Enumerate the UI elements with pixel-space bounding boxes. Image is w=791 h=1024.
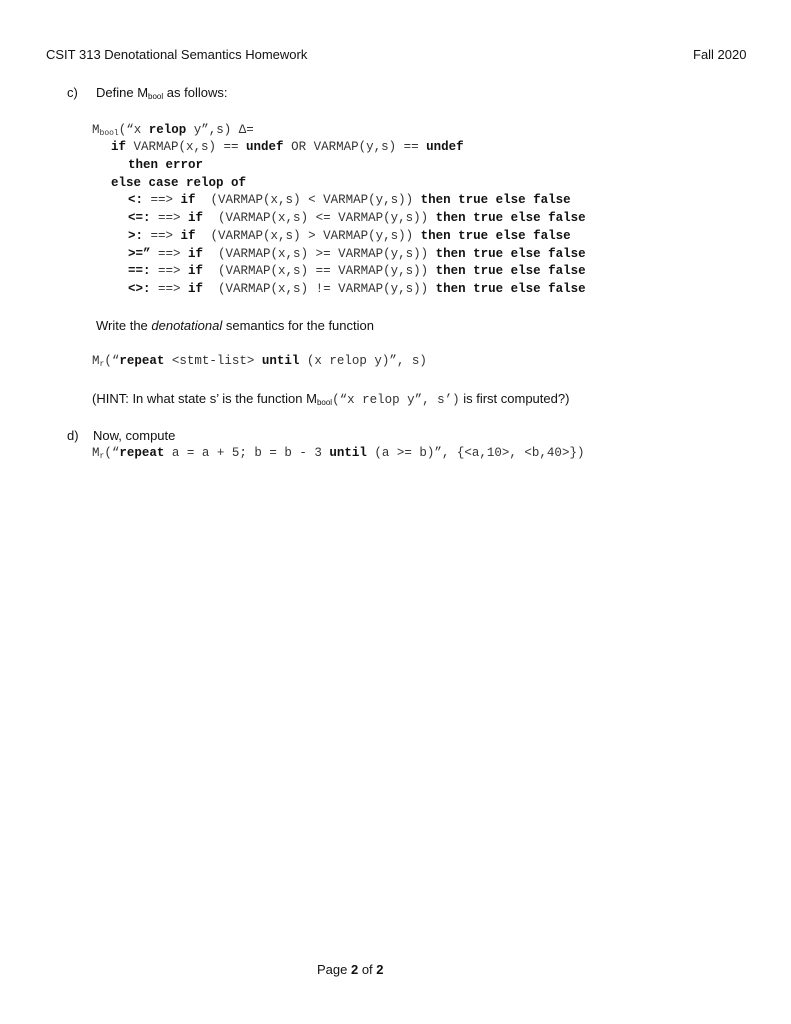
code-then-error: then error — [128, 158, 204, 172]
part-c-intro: Define $M_{bool}$ as follows: — [96, 85, 228, 101]
part-d-expression: $M_r(“repeat$ a = a + 5; b = b - 3 until (a >= b)”, {<a,10>, <b,40>}) — [92, 446, 585, 461]
relop-case-line: >=” ==> if (VARMAP(x,s) >= VARMAP(y,s)) then true else false — [128, 247, 586, 261]
relop-case-line: <=: ==> if (VARMAP(x,s) <= VARMAP(y,s)) then true else false — [128, 211, 586, 225]
mr-function: $M_r(“repeat$ <stmt-list> until (x relop y)”, s) — [92, 354, 427, 369]
part-d-label: d) — [67, 428, 79, 443]
part-d-intro: Now, compute — [93, 428, 176, 443]
term-label: Fall 2020 — [693, 47, 747, 62]
part-c-label: c) — [67, 85, 78, 100]
relop-case-line: <: ==> if (VARMAP(x,s) < VARMAP(y,s)) then true else false — [128, 193, 571, 207]
relop-case-line: >: ==> if (VARMAP(x,s) > VARMAP(y,s)) then true else false — [128, 229, 571, 243]
relop-case-line: ==: ==> if (VARMAP(x,s) == VARMAP(y,s)) then true else false — [128, 264, 586, 278]
relop-case-line: <>: ==> if (VARMAP(x,s) != VARMAP(y,s)) then true else false — [128, 282, 586, 296]
mbool-definition-head: $M_{bool}(“x$ relop y”,s) Δ= — [92, 123, 254, 138]
write-instruction: Write the denotational semantics for the function — [96, 318, 374, 333]
course-title: CSIT 313 Denotational Semantics Homework — [46, 47, 308, 62]
code-if-line: if VARMAP(x,s) == undef OR VARMAP(y,s) == undef — [111, 140, 464, 154]
hint-text: (HINT: In what state s’ is the function $M_{bool}(“x$ relop y”, s’) is first computed?) — [92, 391, 570, 407]
page-number: Page 2 of 2 — [317, 962, 384, 977]
code-else-case: else case relop of — [111, 176, 247, 190]
